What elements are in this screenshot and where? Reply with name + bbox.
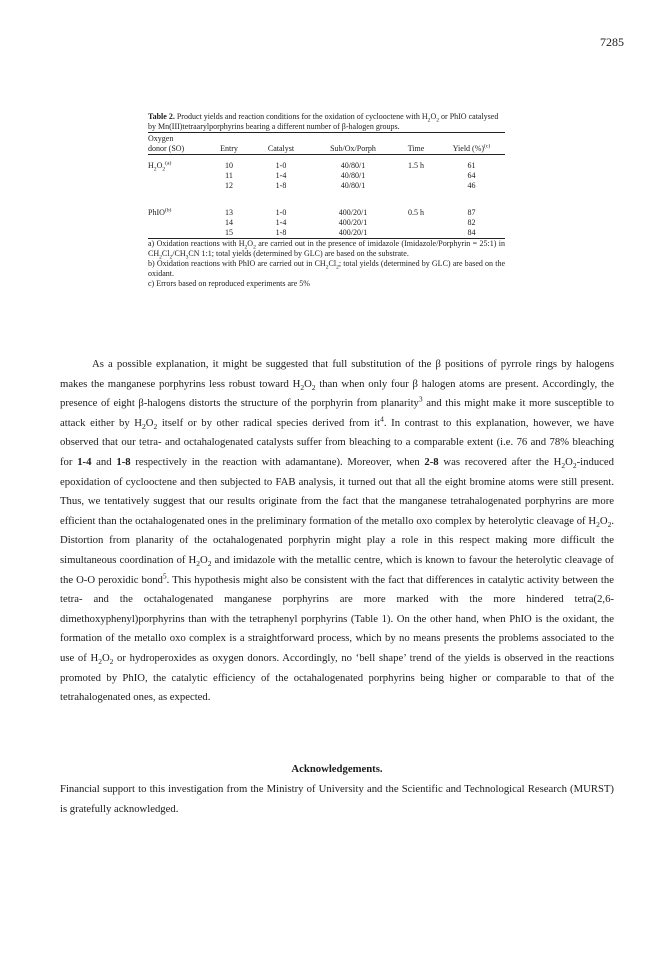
footnote-c: c) Errors based on reproduced experiments are 5% — [148, 279, 310, 288]
cell-yield: 87 — [467, 208, 476, 217]
cell-ratio: 400/20/1 — [338, 228, 368, 237]
header-catalyst: Catalyst — [267, 144, 295, 153]
cell-yield: 84 — [467, 228, 476, 237]
body-paragraph: As a possible explanation, it might be suggested that full substitution of the β positions of pyrrole rings by halogens makes the manganese porphyrins less robust toward $H_2O_2$ than when only four β halogen atoms are present. Accordingly, the presence of eight β-halogens distorts the structure of the porphyrin from planarity$^3$ and this might make it more susceptible to attack either by $H_2O_2$ itself or by other radical species derived from $it^4$. In contrast to this explanation, however, we have observed that our tetra- and octahalogenated catalysts suffer from bleaching to a comparable extent (i.e. 76 and 78% bleaching for 1-4 and 1-8 respectively in the reaction with adamantane). Moreover, when 2-8 was recovered after the $H_2O_2$-induced epoxidation of cyclooctene and then subjected to FAB analysis, it turned out that all the eight bromine atoms were still present. Thus, we tentatively suggest that our results originate from the fact that the manganese tetrahalogenated porphyrins are more efficient than the octahalogenated ones in the preliminary formation of the metallo oxo complex by heterolytic cleavage of $H_2O_2$. Distortion from planarity of the octahalogenated porphyrin might play a role in this respect making more difficult the simultaneous coordination of $H_2O_2$ and imidazole with the metallic centre, which is known to favour the heterolytic cleavage of the O-O peroxidic bond$^5$. This hypothesis might also be consistent with the fact that differences in catalytic activity between the tetra- and the octahalogenated manganese porphyrins are more marked with the more hindered tetra(2,6-dimethoxyphenyl)porphyrins than with the tetraphenyl porphyrins (Table 1). On the other hand, when PhIO is the oxidant, the formation of the metallo oxo complex is a straightforward process, which by no means presents the problems associated to the use of $H_2O_2$ or hydroperoxides as oxygen donors. Accordingly, no ‘bell shape’ trend of the yields is observed in the reactions promoted by PhIO, the catalytic efficiency of the octahalogenated porphyrins being higher or comparable to that of the tetrahalogenated ones, as expected. — [60, 358, 614, 704]
donor-phio: PhIO$^{(b)}$ — [148, 207, 172, 217]
cell-entry: 11 — [225, 171, 233, 180]
cell-time: 0.5 h — [408, 208, 424, 217]
cell-ratio: 40/80/1 — [340, 161, 366, 170]
table-2 — [148, 112, 505, 289]
cell-time — [394, 171, 438, 181]
cell-time — [394, 218, 438, 228]
table-row — [148, 218, 505, 228]
footnote-a: a) Oxidation reactions with $H_2O_2$ are carried out in the presence of imidazole (Imidazole/Porphyrin = 25:1) in $CH_2Cl_2/CH_3CN$ 1:1; total yields (determined by GLC) are based on the substrate. — [148, 239, 505, 261]
table-row — [148, 181, 505, 191]
cell-catalyst: 1-0 — [275, 208, 287, 217]
cell-catalyst: 1-0 — [275, 161, 287, 170]
cell-time — [394, 228, 438, 238]
acknowledgements-text: Financial support to this investigation from the Ministry of University and the Scientific and Technological Research (MURST) is gratefully acknowledged. — [60, 783, 614, 815]
acknowledgements-heading: Acknowledgements. — [291, 763, 383, 775]
table-row — [148, 161, 505, 171]
cell-yield: 64 — [467, 171, 476, 180]
header-oxygen-donor: Oxygen donor (SO) — [148, 134, 185, 153]
cell-entry: 13 — [225, 208, 233, 217]
table-footnotes — [148, 239, 505, 289]
table-row — [148, 171, 505, 181]
cell-yield: 46 — [467, 181, 476, 190]
cell-ratio: 400/20/1 — [338, 208, 368, 217]
cell-catalyst: 1-4 — [275, 218, 287, 227]
header-sub-ox-porph: Sub/Ox/Porph — [330, 144, 376, 153]
table-header-row — [148, 133, 505, 154]
table-row — [148, 228, 505, 238]
table-caption-label: Table 2. — [148, 112, 175, 121]
cell-ratio: 40/80/1 — [340, 181, 366, 190]
table-row — [148, 208, 505, 218]
table-caption — [148, 112, 505, 132]
cell-catalyst: 1-8 — [275, 181, 287, 190]
cell-yield: 61 — [467, 161, 476, 170]
footnote-b: b) Oxidation reactions with PhIO are carried out in $CH_2Cl_2$; total yields (determined by GLC) are based on the oxidant. — [148, 259, 505, 278]
header-time: Time — [407, 144, 425, 153]
cell-catalyst: 1-8 — [275, 228, 287, 237]
cell-yield: 82 — [467, 218, 476, 227]
cell-ratio: 40/80/1 — [340, 171, 366, 180]
page-number: 7285 — [600, 35, 624, 49]
cell-entry: 15 — [225, 228, 233, 237]
cell-time — [394, 181, 438, 191]
cell-entry: 12 — [225, 181, 233, 190]
body-text — [60, 355, 614, 708]
cell-time: 1.5 h — [408, 161, 424, 170]
cell-ratio: 400/20/1 — [338, 218, 368, 227]
header-yield: Yield (%)$^{(c)}$ — [452, 143, 491, 153]
donor-h2o2: $H_2O_2^{(a)}$ — [148, 160, 172, 173]
cell-entry: 14 — [225, 218, 233, 227]
table-caption-text: Product yields and reaction conditions for the oxidation of cyclooctene with $H_2O_2$ or PhIO catalysed by Mn(III)tetraarylporphyrins bearing a different number of β-halogen groups. — [148, 112, 499, 131]
header-entry: Entry — [220, 144, 238, 153]
cell-entry: 10 — [225, 161, 233, 170]
cell-catalyst: 1-4 — [275, 171, 287, 180]
